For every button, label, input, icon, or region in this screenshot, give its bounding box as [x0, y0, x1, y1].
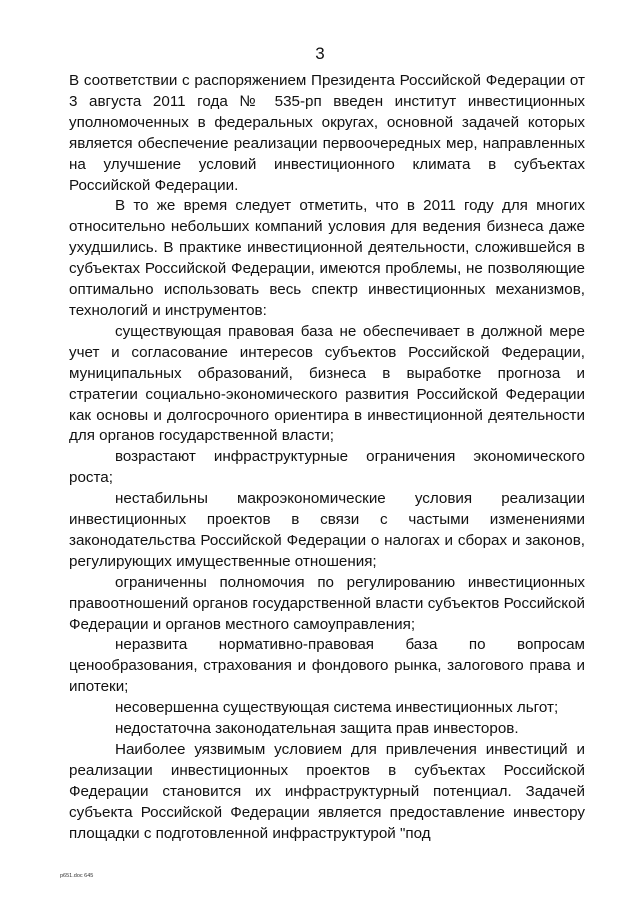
paragraph: недостаточна законодательная защита прав инвесторов. [115, 720, 519, 738]
paragraph: существующая правовая база не обеспечивает в должной мере учет и согласование интересов субъектов Российской Федерации, муниципальных образований, бизнеса в выработке прогноза и стратегии социально-экономического развития Российской Федерации как основы и долгосрочного ориентира в инвестиционной деятельности для органов государственной власти; [69, 322, 585, 445]
paragraph: ограниченны полномочия по регулированию инвестиционных правоотношений органов государственной власти субъектов Российской Федерации и органов местного самоуправления; [69, 573, 585, 633]
document-body [69, 71, 585, 845]
paragraph: Наиболее уязвимым условием для привлечения инвестиций и реализации инвестиционных проектов в субъектах Российской Федерации становится их инфраструктурный потенциал. Задачей субъекта Российской Федерации является предоставление инвестору площадки с подготовленной инфраструктурой "под [69, 741, 585, 842]
paragraph: В соответствии с распоряжением Президента Российской Федерации от 3 августа 2011 года № 535-рп введен институт инвестиционных уполномоченных в федеральных округах, основной задачей которых является обеспечение реализации первоочередных мер, направленных на улучшение условий инвестиционного климата в субъектах Российской Федерации. [69, 72, 585, 194]
paragraph: возрастают инфраструктурные ограничения экономического роста; [69, 448, 585, 487]
page-number: 3 [315, 44, 325, 63]
paragraph: неразвита нормативно-правовая база по вопросам ценообразования, страхования и фондового рынка, залогового права и ипотеки; [69, 636, 585, 696]
paragraph: нестабильны макроэкономические условия реализации инвестиционных проектов в связи с частыми изменениями законодательства Российской Федерации о налогах и сборах и законов, регулирующих имущественные отношения; [69, 490, 585, 570]
paragraph: В то же время следует отметить, что в 2011 году для многих относительно небольших компаний условия для ведения бизнеса даже ухудшились. В практике инвестиционной деятельности, сложившейся в субъектах Российской Федерации, имеются проблемы, не позволяющие оптимально использовать весь спектр инвестиционных механизмов, технологий и инструментов: [69, 197, 585, 319]
paragraph: несовершенна существующая система инвестиционных льгот; [115, 699, 559, 717]
footer-file-label: р651.doc 645 [60, 873, 94, 879]
